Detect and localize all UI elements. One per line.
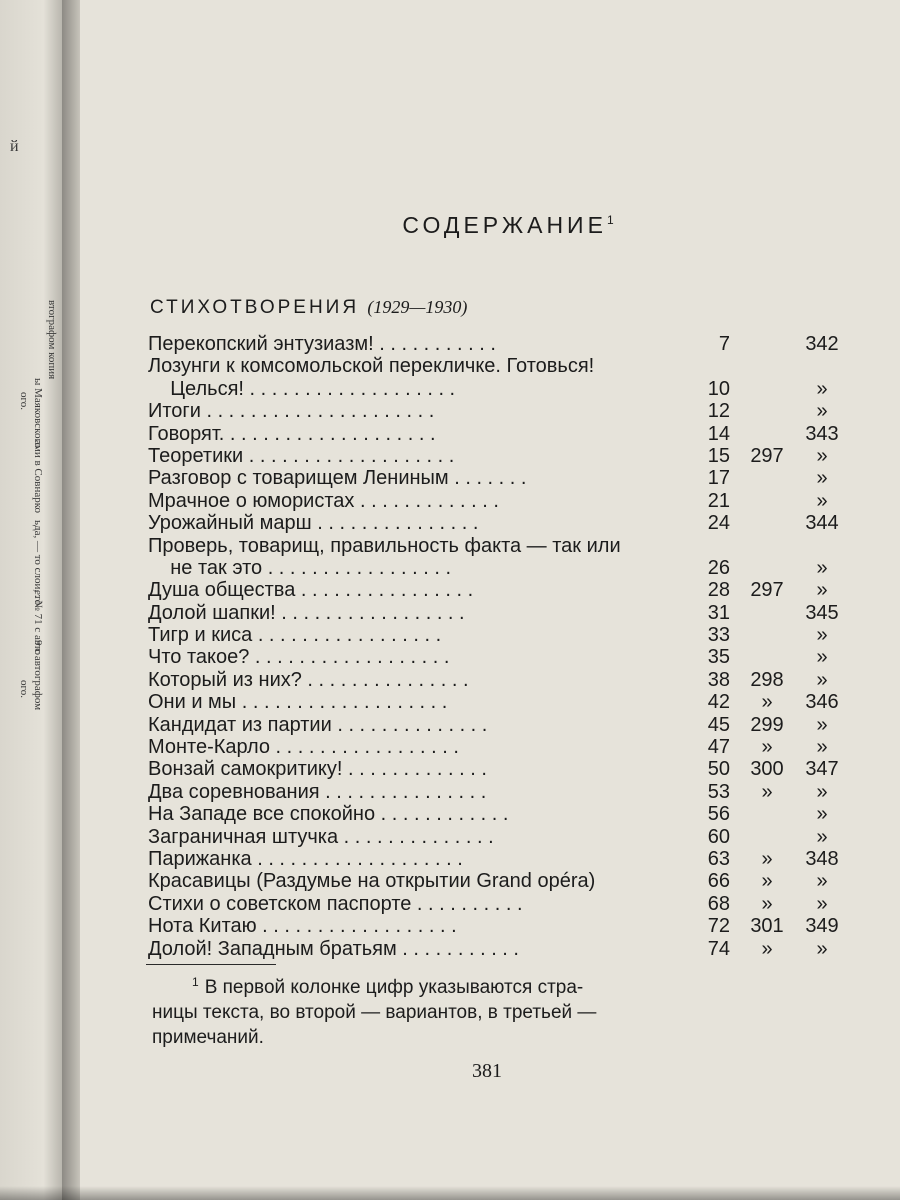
toc-notes-page: 348 (805, 847, 839, 870)
toc-text-page: 63 (707, 847, 730, 870)
page-shadow (0, 1186, 900, 1200)
toc-text-page: 60 (707, 825, 730, 848)
toc-entry (148, 714, 848, 736)
toc-entry-title: Кандидат из партии . . . . . . . . . . . . . . (148, 713, 488, 736)
toc-variants-page: 301 (750, 915, 784, 938)
toc-notes-page: » (816, 937, 828, 960)
prev-page-fragment: ого. (18, 392, 30, 410)
toc-notes-page: 342 (805, 333, 839, 355)
toc-notes-page: » (816, 780, 828, 803)
toc-notes-page: 347 (805, 758, 839, 781)
toc-entry-title: Разговор с товарищем Лениным . . . . . . . (148, 467, 527, 490)
footnote-line: примечаний. (152, 1027, 264, 1048)
toc-text-page: 15 (707, 444, 730, 467)
prev-page-fragment: й (10, 138, 19, 155)
toc-entry-title: Долой! Западным братьям . . . . . . . . . . . (148, 937, 519, 960)
toc-entry-title: Перекопский энтузиазм! . . . . . . . . . . . (148, 333, 496, 355)
table-of-contents (148, 333, 848, 960)
toc-text-page: 26 (707, 556, 730, 579)
toc-text-page: 50 (707, 758, 730, 781)
toc-entry-title: Тигр и киса . . . . . . . . . . . . . . . . . (148, 624, 442, 647)
toc-entry-title: Долой шапки! . . . . . . . . . . . . . . . . . (148, 601, 465, 624)
toc-text-page: 7 (718, 333, 730, 355)
toc-variants-page: » (761, 736, 773, 759)
toc-text-page: 53 (707, 780, 730, 803)
toc-entry (148, 691, 848, 713)
toc-entry-title: Проверь, товарищ, правильность факта — так или (148, 534, 621, 557)
toc-entry (148, 938, 848, 960)
toc-text-page: 66 (707, 870, 730, 893)
toc-notes-page: » (816, 444, 828, 467)
toc-entry-title: Заграничная штучка . . . . . . . . . . . . . . (148, 825, 494, 848)
footnote-mark: 1 (192, 975, 199, 989)
toc-notes-page: » (816, 579, 828, 602)
toc-text-page: 24 (707, 512, 730, 535)
toc-text-page: 56 (707, 803, 730, 826)
toc-entry-title: Целься! . . . . . . . . . . . . . . . . . . . (148, 377, 456, 400)
toc-entry (148, 781, 848, 803)
toc-entry-title: не так это . . . . . . . . . . . . . . . . . (148, 556, 452, 579)
toc-entry-title: Парижанка . . . . . . . . . . . . . . . . . . . (148, 847, 463, 870)
prev-page-fragment: втографом копия (46, 300, 58, 380)
toc-entry-title: Теоретики . . . . . . . . . . . . . . . . . . . (148, 444, 455, 467)
toc-text-page: 21 (707, 489, 730, 512)
toc-notes-page: » (816, 892, 828, 915)
toc-notes-page: 346 (805, 691, 839, 714)
toc-variants-page: 297 (750, 444, 784, 467)
toc-entry-title: Говорят. . . . . . . . . . . . . . . . . . . . (148, 422, 436, 445)
toc-notes-page: » (816, 668, 828, 691)
toc-text-page: 42 (707, 691, 730, 714)
toc-variants-page: » (761, 847, 773, 870)
toc-notes-page: » (816, 646, 828, 669)
toc-entry-title: Нота Китаю . . . . . . . . . . . . . . . . . . (148, 915, 457, 938)
toc-variants-page: 297 (750, 579, 784, 602)
toc-entry (148, 624, 848, 646)
section-years: (1929—1930) (367, 297, 468, 317)
toc-entry (148, 893, 848, 915)
toc-entry (148, 602, 848, 624)
toc-entry (148, 423, 848, 445)
toc-text-page: 35 (707, 646, 730, 669)
toc-variants-page: 299 (750, 713, 784, 736)
toc-entry (148, 870, 848, 892)
toc-variants-page: 300 (750, 758, 784, 781)
toc-notes-page: 349 (805, 915, 839, 938)
toc-text-page: 33 (707, 624, 730, 647)
toc-entry-title: Красавицы (Раздумье на открытии Grand opéra) (148, 870, 596, 893)
toc-notes-page: » (816, 556, 828, 579)
toc-entry (148, 512, 848, 534)
toc-entry (148, 915, 848, 937)
toc-entry-title: Что такое? . . . . . . . . . . . . . . . . . . (148, 646, 450, 669)
prev-page-fragment: ами в Совнарко (32, 440, 44, 514)
toc-variants-page: » (761, 870, 773, 893)
toc-text-page: 74 (707, 937, 730, 960)
toc-entry-title: Вонзай самокритику! . . . . . . . . . . . . . (148, 758, 487, 781)
toc-entry-title: Который из них? . . . . . . . . . . . . . . . (148, 668, 469, 691)
toc-notes-page: » (816, 803, 828, 826)
toc-entry (148, 378, 848, 400)
footnote-line: ницы текста, во второй — вариантов, в третьей — (152, 1002, 597, 1023)
toc-notes-page: 344 (805, 512, 839, 535)
toc-entry-title: Два соревнования . . . . . . . . . . . . . . . (148, 780, 487, 803)
toc-entry (148, 400, 848, 422)
prev-page-fragment: ы Маяковского (32, 378, 44, 449)
toc-variants-page: » (761, 937, 773, 960)
toc-variants-page: » (761, 691, 773, 714)
toc-variants-page: » (761, 892, 773, 915)
footnote (152, 970, 692, 1050)
toc-notes-page: » (816, 713, 828, 736)
toc-entry-title: Лозунги к комсомольской перекличке. Готовься! (148, 355, 595, 378)
toc-entry-title: На Западе все спокойно . . . . . . . . . . . . (148, 803, 509, 826)
prev-page-fragment: ьда, — то слои, то (32, 520, 44, 606)
toc-text-page: 28 (707, 579, 730, 602)
toc-notes-page: 343 (805, 422, 839, 445)
toc-entry (148, 355, 848, 377)
toc-text-page: 47 (707, 736, 730, 759)
toc-entry (148, 736, 848, 758)
toc-entry (148, 557, 848, 579)
toc-entry (148, 803, 848, 825)
toc-text-page: 31 (707, 601, 730, 624)
toc-entry (148, 826, 848, 848)
toc-text-page: 68 (707, 892, 730, 915)
footnote-rule (146, 964, 276, 965)
toc-notes-page: » (816, 736, 828, 759)
footnote-line: В первой колонке цифр указываются стра- (204, 977, 584, 998)
page-title (80, 212, 900, 239)
toc-text-page: 45 (707, 713, 730, 736)
toc-entry (148, 445, 848, 467)
toc-notes-page: » (816, 624, 828, 647)
toc-variants-page: » (761, 780, 773, 803)
toc-entry-title: Итоги . . . . . . . . . . . . . . . . . . . . . (148, 400, 435, 423)
toc-notes-page: » (816, 825, 828, 848)
toc-entry-title: Монте-Карло . . . . . . . . . . . . . . . . . (148, 736, 459, 759)
toc-text-page: 17 (707, 467, 730, 490)
toc-entry-title: Урожайный марш . . . . . . . . . . . . . . . (148, 512, 479, 535)
book-page (80, 0, 900, 1200)
toc-notes-page: » (816, 377, 828, 400)
section-heading (150, 297, 467, 319)
toc-entry (148, 848, 848, 870)
toc-entry (148, 490, 848, 512)
prev-page-fragment: 9 с автографом (32, 640, 44, 711)
toc-text-page: 12 (707, 400, 730, 423)
toc-entry (148, 579, 848, 601)
toc-variants-page: 298 (750, 668, 784, 691)
previous-page-edge (0, 0, 62, 1200)
toc-text-page: 72 (707, 915, 730, 938)
toc-entry (148, 758, 848, 780)
toc-entry (148, 535, 848, 557)
toc-notes-page: » (816, 870, 828, 893)
toc-entry-title: Душа общества . . . . . . . . . . . . . . . . (148, 579, 474, 602)
toc-text-page: 10 (707, 377, 730, 400)
toc-entry-title: Они и мы . . . . . . . . . . . . . . . . . . . (148, 691, 448, 714)
toc-text-page: 38 (707, 668, 730, 691)
toc-text-page: 14 (707, 422, 730, 445)
section-label: СТИХОТВОРЕНИЯ (150, 297, 360, 318)
toc-entry (148, 646, 848, 668)
toc-entry (148, 669, 848, 691)
title-text: СОДЕРЖАНИЕ (402, 212, 607, 238)
toc-entry (148, 467, 848, 489)
toc-notes-page: » (816, 467, 828, 490)
toc-notes-page: » (816, 489, 828, 512)
toc-entry (148, 333, 848, 355)
toc-entry-title: Мрачное о юмористах . . . . . . . . . . . . . (148, 489, 499, 512)
title-footnote-mark: 1 (606, 213, 614, 227)
toc-notes-page: » (816, 400, 828, 423)
page-number: 381 (472, 1060, 502, 1082)
toc-notes-page: 345 (805, 601, 839, 624)
prev-page-fragment: е. № 71 с авто (32, 590, 44, 655)
prev-page-fragment: ого. (18, 680, 30, 698)
toc-entry-title: Стихи о советском паспорте . . . . . . . . . . (148, 892, 523, 915)
